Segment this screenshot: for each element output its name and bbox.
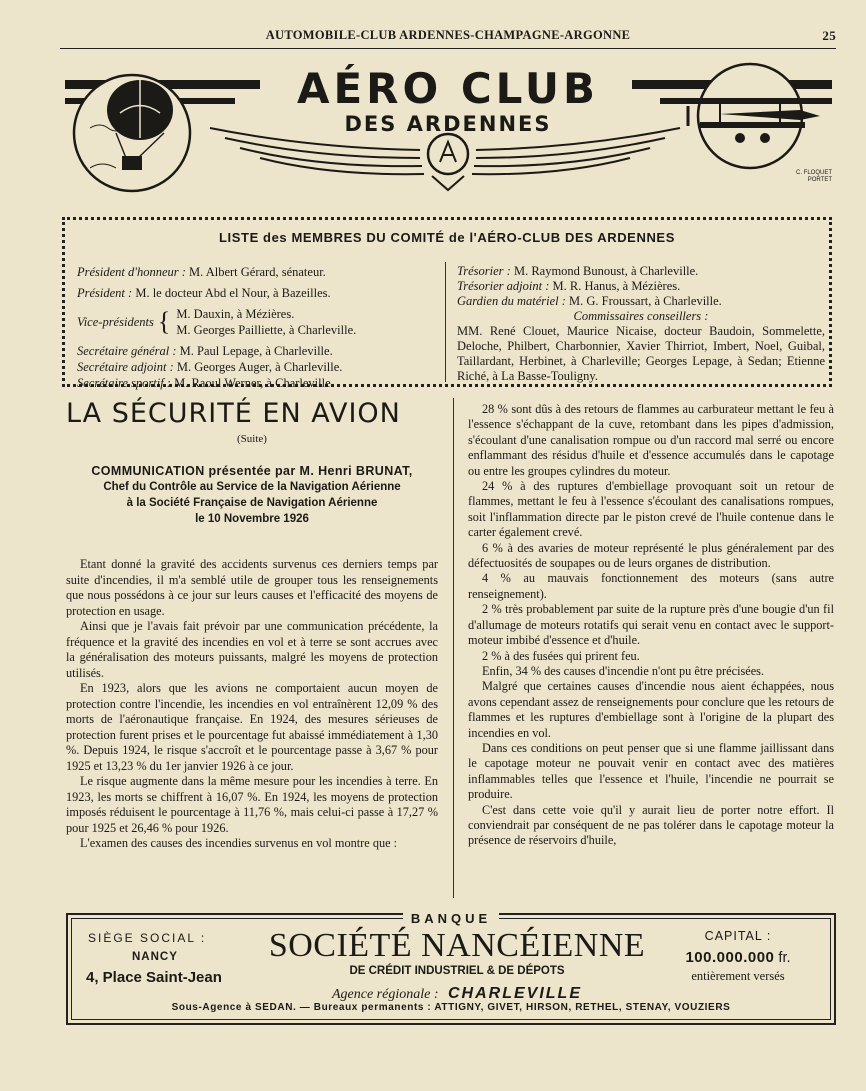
ad-capital-unit: fr. [778, 950, 791, 966]
ad-branches: Sous-Agence à SEDAN. — Bureaux permanents : ATTIGNY, GIVET, HIRSON, RETHEL, STENAY, VOUZIERS [171, 1002, 731, 1013]
ad-banque-label [72, 910, 830, 928]
winged-emblem [210, 128, 680, 190]
committee-treasurer [457, 264, 825, 279]
aero-club-banner [60, 58, 836, 193]
ad-banque-text: BANQUE [403, 911, 499, 926]
role-label: Trésorier adjoint : [457, 279, 550, 293]
article-paragraph: 2 % très probablement par suite de la rupture près d'une bougie d'un fil d'allumage de moteurs rotatifs qui serait venu en contact avec le support-moteur imbibé d'essence et d'huile. [468, 602, 834, 648]
role-label: Secrétaire sportif : [77, 376, 171, 390]
article-paragraph: 4 % au mauvais fonctionnement des moteurs (sans autre renseignement). [468, 571, 834, 601]
committee-secretary-sport [77, 375, 447, 391]
role-label: Président d'honneur : [77, 265, 186, 279]
commissioners-list: MM. René Clouet, Maurice Nicaise, docteur Baudoin, Sommelette, Deloche, Philbert, Charbonnier, Xavier Thirriot, Imbert, Noel, Guibal, Taillardant, Herbinet, à Charleville; Georges Lepage, à Sedan; Etienne Riché, à La Basse-Touligny. [457, 324, 825, 383]
committee-president [77, 285, 447, 301]
member-name: M. Raoul Werner, à Charleville. [174, 376, 334, 390]
article-paragraph: 2 % à des fusées qui prirent feu. [482, 648, 640, 663]
article-paragraph: Etant donné la gravité des accidents survenus ces derniers temps par suite d'incendies, il m'a semblé utile de grouper tous les renseignements que nous possédons à ce jour sur leurs causes et l'efficacité des moyens de protection en usage. [66, 557, 438, 618]
brace-glyph: { [157, 307, 171, 336]
committee-left-column [77, 264, 447, 391]
article-paragraph: Dans ces conditions on peut penser que si une flamme jaillissant dans le capotage moteur ne pouvait venir en contact avec des matières inflammables telles que l'essence et l'huile, l'incendie ne pourrait se produire. [468, 740, 834, 802]
ad-capital-number: 100.000.000 [685, 949, 775, 966]
article-paragraph: 6 % à des avaries de moteur représenté le plus généralement par des défectuosités de soupapes ou de leurs organes de distribution. [468, 540, 834, 571]
ad-capital-note: entièrement versés [691, 969, 785, 983]
article-paragraph: Le risque augmente dans la même mesure pour les incendies à terre. En 1923, les morts se chiffrent à 16,07 %. En 1924, les moyens de protection imposés réduisent le pourcentage à 11,76 %, mais celui-ci passe à 17,27 % pour 1925 et 26,46 % pour 1926. [66, 774, 438, 835]
member-name: M. le docteur Abd el Nour, à Bazeilles. [135, 286, 331, 300]
communication-line: COMMUNICATION présentée par M. Henri BRUNAT, [91, 464, 413, 478]
ad-bank-name: SOCIÉTÉ NANCÉIENNE [268, 927, 646, 964]
header-rule [60, 48, 836, 49]
ad-agence-label: Agence régionale : [331, 987, 439, 1002]
commissioners-heading: Commissaires conseillers : [573, 309, 709, 323]
banner-artist-credit [796, 170, 832, 184]
page-number: 25 [822, 28, 836, 43]
article-paragraph: C'est dans cette voie qu'il y aurait lieu de porter notre effort. Il conviendrait par conséquent de ne pas tolérer dans le capotage moteur la présence de réservoirs d'huile, [468, 802, 834, 848]
committee-right-column [457, 264, 825, 384]
article-suite: (Suite) [237, 433, 267, 445]
member-name: M. Dauxin, à Mézières. [176, 307, 295, 321]
ad-address: 4, Place Saint-Jean [86, 969, 222, 986]
article-paragraph: Enfin, 34 % des causes d'incendie n'ont pu être précisées. [482, 663, 765, 678]
column-rule [453, 398, 454, 898]
running-header [60, 26, 836, 46]
committee-secretary-general [77, 343, 447, 359]
member-name: M. Albert Gérard, sénateur. [189, 265, 326, 279]
committee-secretary-adjoint [77, 359, 447, 375]
ad-agence-city: CHARLEVILLE [448, 985, 582, 1002]
running-header-title: AUTOMOBILE-CLUB ARDENNES-CHAMPAGNE-ARGONNE [265, 28, 631, 42]
communication-line: le 10 Novembre 1926 [195, 513, 309, 525]
member-name: M. G. Froussart, à Charleville. [569, 294, 722, 308]
communication-header [66, 463, 438, 527]
committee-vice-presidents [77, 306, 447, 338]
article-right-column [468, 402, 834, 849]
member-name: M. Georges Pailliette, à Charleville. [176, 323, 357, 337]
committee-treasurer-adjoint [457, 279, 825, 294]
ad-capital-amount [658, 949, 818, 966]
article-paragraph: Ainsi que je l'avais fait prévoir par une communication précédente, la fréquence et la gravité des incendies en vol et à terre se sont accrues avec la généralisation des moteurs puissants, malgré les moyens de protection utilisés. [66, 619, 438, 680]
role-label: Vice-présidents [77, 315, 154, 329]
committee-box [62, 217, 832, 390]
banner-credit-line1: C. FLOQUET [795, 170, 832, 176]
article-paragraph: Malgré que certaines causes d'incendie nous aient échappées, nous avons cependant assez de renseignements pour conclure que les retours de flammes et les ruptures d'embiellage sont à l'origine de la plupart des incendies en vol. [468, 679, 834, 740]
role-label: Trésorier : [457, 264, 511, 278]
member-name: M. Paul Lepage, à Charleville. [179, 344, 333, 358]
communication-line: Chef du Contrôle au Service de la Navigation Aérienne [103, 481, 401, 493]
member-name: M. Raymond Bunoust, à Charleville. [513, 264, 699, 278]
banner-title: AÉRO CLUB [296, 64, 600, 113]
role-label: Secrétaire adjoint : [77, 360, 174, 374]
committee-guardian [457, 294, 825, 309]
role-label: Gardien du matériel : [457, 294, 566, 308]
role-label: Secrétaire général : [77, 344, 177, 358]
ad-agence [252, 985, 662, 1003]
banner-subtitle: DES ARDENNES [344, 112, 552, 136]
article-body-left [66, 557, 438, 852]
article-paragraph: 28 % sont dûs à des retours de flammes au carburateur mettant le feu à l'essence s'échappant de la cuve, retombant dans les pipes d'admission, s'écoulant d'une canalisation rompue ou d'un raccord mal serré ou encore enflammant des résidus d'huile et d'essence accumulés dans le capotage ou entre les groupes cylindres du moteur. [468, 402, 834, 478]
member-name: M. Georges Auger, à Charleville. [176, 360, 343, 374]
committee-honorary-president [77, 264, 447, 280]
banner-credit-line2: PORTET [807, 177, 832, 183]
ad-bank-subtitle: DE CRÉDIT INDUSTRIEL & DE DÉPOTS [349, 965, 565, 977]
committee-title: LISTE des MEMBRES DU COMITÉ de l'AÉRO-CLUB DES ARDENNES [219, 230, 675, 245]
ad-inner-frame [71, 911, 831, 1020]
article-paragraph: 24 % à des ruptures d'embiellage provoquant soit un retour de flammes, mettant le feu à l'essence s'écoulant des canalisations rompues, soit l'inflammation directe par le piston crevé de l'huile contenue dans le carter également crevé. [468, 479, 834, 540]
article-paragraph: L'examen des causes des incendies survenus en vol montre que : [80, 836, 398, 850]
communication-line: à la Société Française de Navigation Aérienne [126, 497, 378, 509]
article-headline: LA SÉCURITÉ EN AVION [66, 398, 401, 429]
bank-advertisement [66, 913, 836, 1025]
article-paragraph: En 1923, alors que les avions ne comportaient aucun moyen de protection contre l'incendie, les incendies en vol entraînèrent 12,09 % des morts de l'aéronautique française. En 1924, des mesures sérieuses de protection furent prises et le pourcentage fut abaissé immédiatement à 1,30 %. Depuis 1924, le risque s'accroît et le pourcentage passe à 3,67 % pour 1925 et 13,23 % du 1er janvier 1926 à ce jour. [66, 681, 438, 773]
article-left-column [66, 398, 438, 852]
ad-city: NANCY [132, 951, 178, 963]
member-name: M. R. Hanus, à Mézières. [552, 279, 681, 293]
ad-siege-label: SIÈGE SOCIAL : [88, 931, 207, 945]
ad-capital-label: CAPITAL : [704, 929, 772, 943]
role-label: Président : [77, 286, 133, 300]
committee-divider [445, 262, 446, 382]
